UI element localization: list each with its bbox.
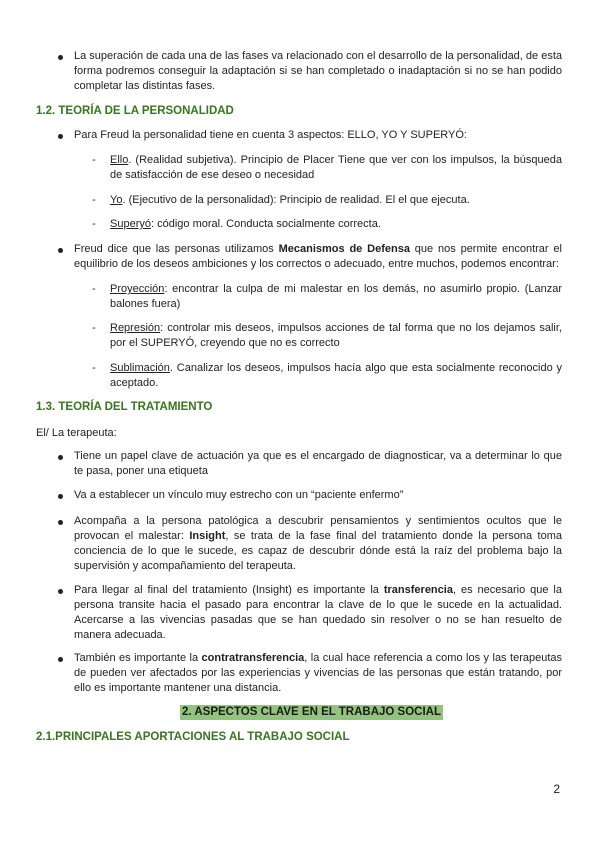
therapist-bullet-5 [74,651,562,696]
bold-term: Mecanismos de Defensa [278,243,410,255]
text-span: que nos permite encontrar el equilibrio de los deseos ambiciones y los correctos o adecuado, entre muchos, podemos encontrar: [74,243,562,270]
aspect-ello [110,153,562,183]
bullet-icon [58,489,65,496]
aspect-term: Ello [110,154,129,166]
mechanism-text: . Canalizar los deseos, impulsos hacía algo que esta socialmente reconocido y aceptado. [110,362,562,389]
mechanism-term: Represión [110,322,161,334]
text-span: Para llegar al final del tratamiento (Insight) es importante la [74,584,384,596]
text-span: Acompaña a la persona patológica a descubrir pensamientos y sentimientos ocultos que le provocan el malestar: [74,515,562,542]
bullet-icon [58,129,65,136]
dash-icon [92,193,100,208]
bullet-icon [58,584,65,591]
text-span: , es necesario que la persona transite hacia el pasado para encontrar la clave de lo que le sucede en la actualidad. Acercarse a las vivencias pasadas que se han quedado sin resolver o no se han resuelto de manera adecuada. [74,584,562,641]
bold-term: transferencia [383,584,453,596]
mechanism-text: : controlar mis deseos, impulsos acciones de tal forma que no los dejamos salir, por el SUPERYÓ, creyendo que no es correcto [110,322,562,349]
dash-icon [92,217,100,232]
therapist-label: El/ La terapeuta: [36,427,117,439]
dash-icon [92,321,100,336]
text-span: , se trata de la fase final del tratamiento donde la persona toma conciencia de lo que le sucede, es capaz de descubrir dónde está la raíz del problema bajo la supervisión y acompañamiento del terapeuta. [74,530,562,572]
mechanism-sublimacion [110,361,562,391]
bullet-icon [58,515,65,522]
freud-aspects-intro: Para Freud la personalidad tiene en cuenta 3 aspectos: ELLO, YO Y SUPERYÓ: [74,129,467,141]
dash-icon [92,153,100,168]
bullet-icon [58,50,65,57]
mechanism-represion [110,321,562,351]
bold-term: Insight [189,530,226,542]
mechanism-text: : encontrar la culpa de mi malestar en los demás, no asumirlo propio. (Lanzar balones fuera) [110,283,562,310]
mechanism-term: Sublimación [110,362,170,374]
page-number: 2 [553,782,560,796]
text-span: Freud dice que las personas utilizamos [74,243,279,255]
bold-term: contratransferencia [201,652,305,664]
bullet-icon [58,652,65,659]
aspect-term: Yo [110,194,123,206]
section-heading-1-3: 1.3. TEORÍA DEL TRATAMIENTO [36,401,213,413]
aspect-text: : código moral. Conducta socialmente correcta. [150,218,381,230]
therapist-bullet-4 [74,583,562,643]
section-heading-1-2: 1.2. TEORÍA DE LA PERSONALIDAD [36,105,234,117]
section-heading-2: 2. ASPECTOS CLAVE EN EL TRABAJO SOCIAL [182,706,442,718]
text-span: , la cual hace referencia a como los y las terapeutas de pueden ver afectados por las experiencias y vivencias de las personas que están tratando, por ello es importante mantener una distancia. [74,652,562,694]
aspect-text: . (Ejecutivo de la personalidad): Principio de realidad. El el que ejecuta. [122,194,470,206]
dash-icon [92,282,100,297]
bullet-icon [58,243,65,250]
intro-paragraph: La superación de cada una de las fases va relacionado con el desarrollo de la personalidad, de esta forma podremos conseguir la adaptación si se han completado o inadaptación si no se han podido completar las distintas fases. [74,50,562,92]
therapist-bullet-2: Va a establecer un vínculo muy estrecho con un “paciente enfermo” [74,489,404,501]
text-span: También es importante la [74,652,202,664]
defense-mechanisms-paragraph [74,242,562,272]
aspect-text: . (Realidad subjetiva). Principio de Placer Tiene que ver con los impulsos, la búsqueda de satisfacción de ese deseo o necesidad [110,154,562,181]
mechanism-proyeccion [110,282,562,312]
mechanism-term: Proyección [110,283,165,295]
bullet-icon [58,450,65,457]
therapist-bullet-1: Tiene un papel clave de actuación ya que es el encargado de diagnosticar, va a determinar lo que te pasa, poner una etiqueta [74,450,562,477]
aspect-yo [110,193,562,208]
aspect-term: Superyó [110,218,151,230]
section-heading-2-1: 2.1.PRINCIPALES APORTACIONES AL TRABAJO SOCIAL [36,731,350,743]
dash-icon [92,361,100,376]
therapist-bullet-3 [74,514,562,574]
aspect-superyo [110,217,562,232]
